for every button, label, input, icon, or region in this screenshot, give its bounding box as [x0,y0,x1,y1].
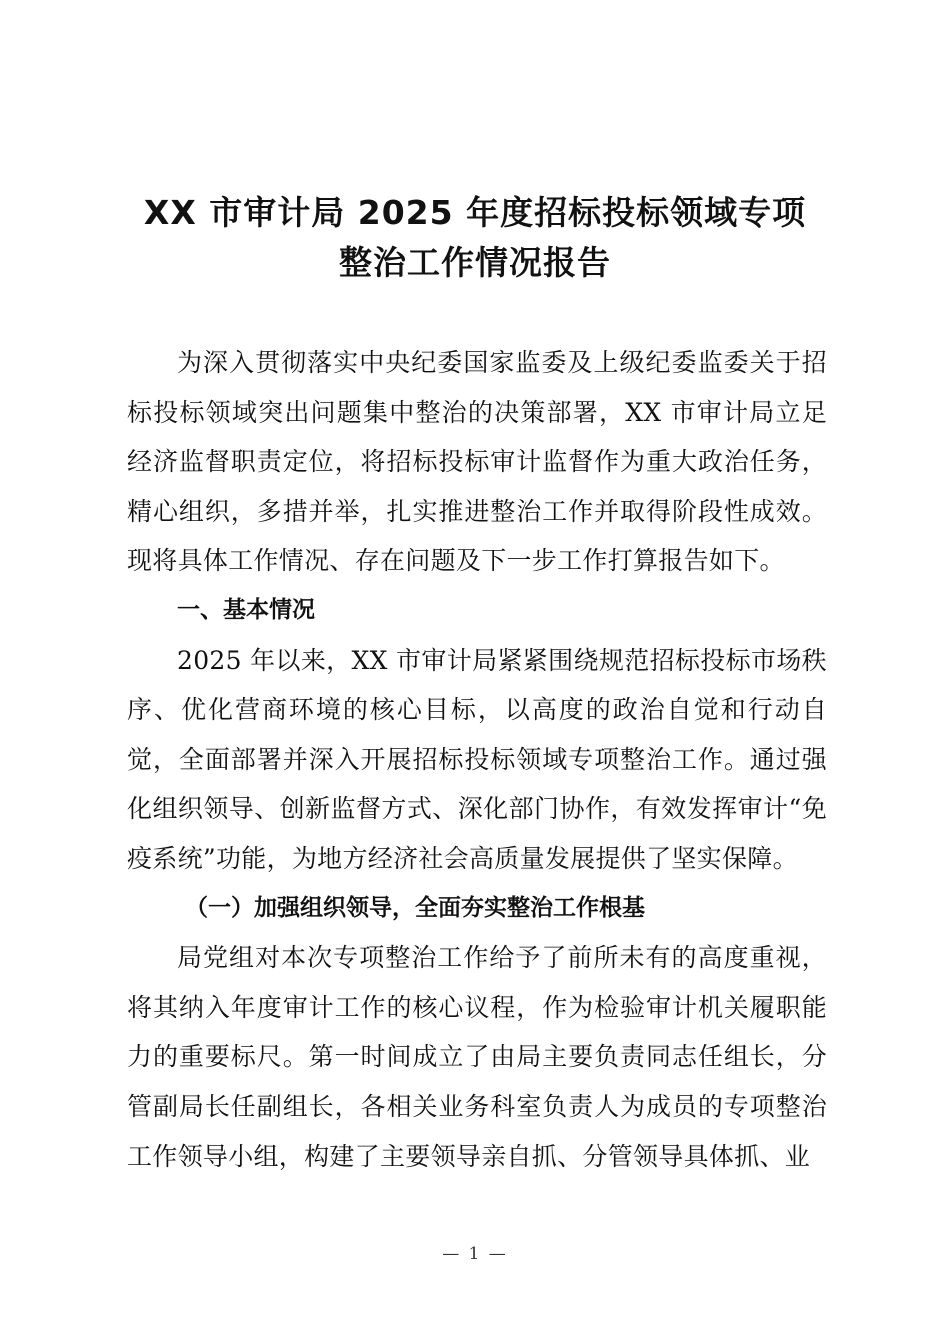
subsection1-heading: （一）加强组织领导，全面夯实整治工作根基 [185,894,645,921]
section1-heading: 一、基本情况 [177,596,315,623]
document-title-line2: 整治工作情况报告 [339,243,611,282]
document-title-line1: XX 市审计局 2025 年度招标投标领域专项 [143,193,807,232]
intro-paragraph: 为深入贯彻落实中央纪委国家监委及上级纪委监委关于招标投标领域突出问题集中整治的决策部署，XX 市审计局立足经济监督职责定位，将招标投标审计监督作为重大政治任务，精心组织，多措并举，扎实推进整治工作并取得阶段性成效。现将具体工作情况、存在问题及下一步工作打算报告如下。 [127,348,827,576]
page-number: — 1 — [442,1244,508,1264]
subsection1-paragraph: 局党组对本次专项整治工作给予了前所未有的高度重视，将其纳入年度审计工作的核心议程，作为检验审计机关履职能力的重要标尺。第一时间成立了由局主要负责同志任组长，分管副局长任副组长，各相关业务科室负责人为成员的专项整治工作领导小组，构建了主要领导亲自抓、分管领导具体抓、业 [127,943,827,1171]
document-body [127,338,827,1181]
section1-paragraph: 2025 年以来，XX 市审计局紧紧围绕规范招标投标市场秩序、优化营商环境的核心目标，以高度的政治自觉和行动自觉，全面部署并深入开展招标投标领域专项整治工作。通过强化组织领导、创新监督方式、深化部门协作，有效发挥审计“免疫系统”功能，为地方经济社会高质量发展提供了坚实保障。 [127,645,827,873]
